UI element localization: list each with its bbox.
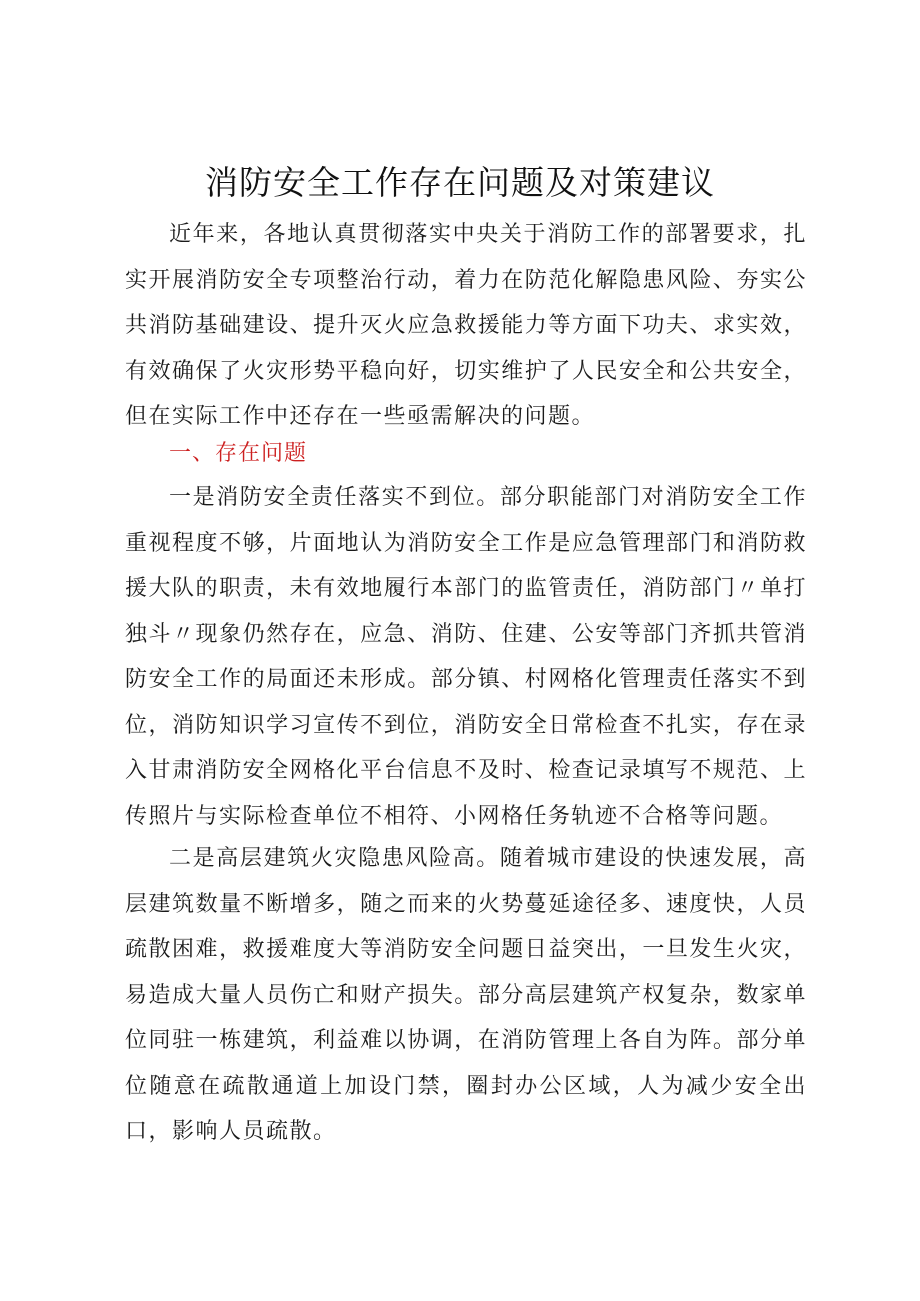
intro-paragraph: 近年来，各地认真贯彻落实中央关于消防工作的部署要求，扎实开展消防安全专项整治行动，着力在防范化解隐患风险、夯实公共消防基础建设、提升灭火应急救援能力等方面下功夫、求实效，有效确保了火灾形势平稳向好，切实维护了人民安全和公共安全，但在实际工作中还存在一些亟需解决的问题。 xyxy=(125,222,807,429)
paragraph-responsibility: 一是消防安全责任落实不到位。部分职能部门对消防安全工作重视程度不够，片面地认为消防安全工作是应急管理部门和消防救援大队的职责，未有效地履行本部门的监管责任，消防部门〃单打独斗〃现象仍然存在，应急、消防、住建、公安等部门齐抓共管消防安全工作的局面还未形成。部分镇、村网格化管理责任落实不到位，消防知识学习宣传不到位，消防安全日常检查不扎实，存在录入甘肃消防安全网格化平台信息不及时、检查记录填写不规范、上传照片与实际检查单位不相符、小网格任务轨迹不合格等问题。 xyxy=(125,485,807,829)
document-title: 消防安全工作存在问题及对策建议 xyxy=(205,163,715,202)
section-heading-problems: 一、存在问题 xyxy=(169,441,308,466)
paragraph-high-rise-risk: 二是高层建筑火灾隐患风险高。随着城市建设的快速发展，高层建筑数量不断增多，随之而来的火势蔓延途径多、速度快，人员疏散困难，救援难度大等消防安全问题日益突出，一旦发生火灾，易造成大量人员伤亡和财产损失。部分高层建筑产权复杂，数家单位同驻一栋建筑，利益难以协调，在消防管理上各自为阵。部分单位随意在疏散通道上加设门禁，圈封办公区域，人为减少安全出口，影响人员疏散。 xyxy=(125,846,807,1144)
